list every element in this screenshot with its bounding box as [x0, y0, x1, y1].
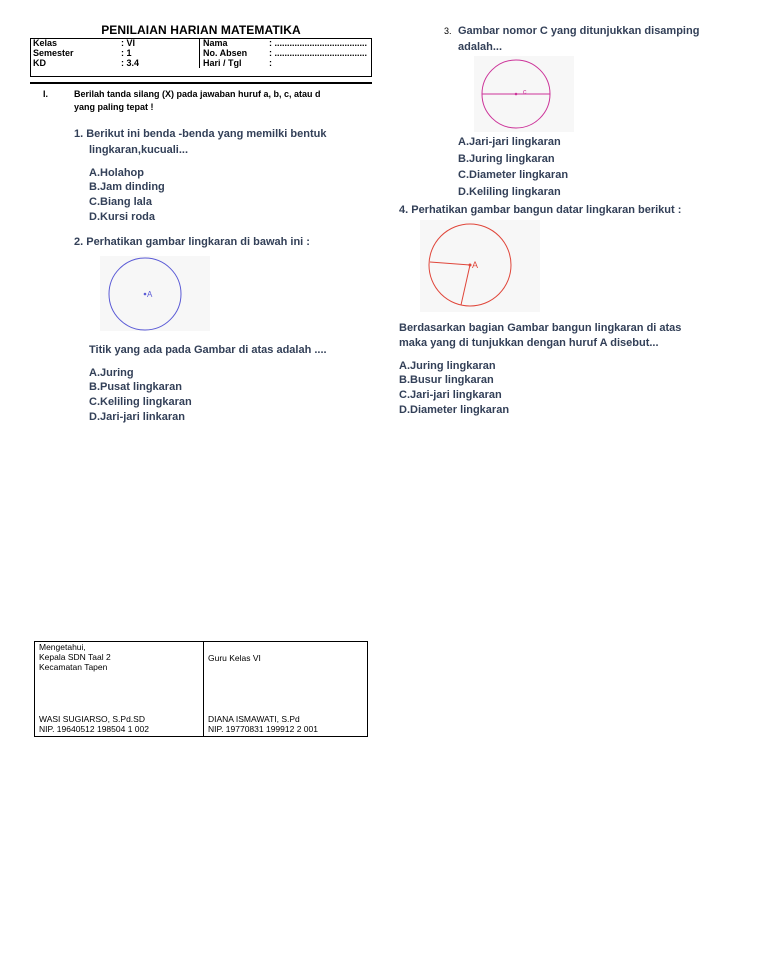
figure-background	[420, 220, 540, 312]
sig-principal-title: Kepala SDN Taal 2	[39, 652, 111, 662]
q4-option-a[interactable]: A.Juring lingkaran	[399, 360, 496, 372]
signature-teacher	[204, 642, 367, 736]
q1-option-b[interactable]: B.Jam dinding	[89, 181, 165, 193]
question-3-line-2: adalah...	[458, 41, 503, 53]
q1-option-d[interactable]: D.Kursi roda	[89, 211, 156, 223]
q4-option-c[interactable]: C.Jari-jari lingkaran	[399, 389, 502, 401]
info-value: :	[269, 58, 272, 68]
sig-principal-nip: NIP. 19640512 198504 1 002	[39, 724, 149, 734]
q4-circle-figure	[420, 220, 540, 312]
diameter-label: c	[523, 89, 527, 96]
q3-option-d[interactable]: D.Keliling lingkaran	[458, 186, 561, 198]
info-row	[30, 58, 372, 68]
info-label: Nama	[203, 38, 228, 48]
center-label: A	[472, 260, 479, 270]
sig-teacher-name: DIANA ISMAWATI, S.Pd	[208, 714, 300, 724]
sig-acknowledged: Mengetahui,	[39, 642, 86, 652]
q2-option-c[interactable]: C.Keliling lingkaran	[89, 396, 192, 408]
info-row	[30, 48, 372, 58]
question-1-line-2: lingkaran,kucuali...	[89, 144, 189, 156]
info-label: KD	[33, 58, 46, 68]
question-2-prompt: Titik yang ada pada Gambar di atas adalah ....	[89, 344, 327, 356]
sig-principal-name: WASI SUGIARSO, S.Pd.SD	[39, 714, 145, 724]
sig-district: Kecamatan Tapen	[39, 662, 108, 672]
center-point	[515, 93, 518, 96]
info-label: Kelas	[33, 38, 58, 48]
q2-circle-figure	[100, 256, 210, 331]
signature-table	[34, 641, 368, 737]
q3-option-b[interactable]: B.Juring lingkaran	[458, 153, 555, 165]
question-1-line-1: 1. Berikut ini benda -benda yang memilki bentuk	[74, 128, 327, 140]
q1-option-c[interactable]: C.Biang lala	[89, 196, 152, 208]
instruction-line-2: yang paling tepat !	[74, 102, 154, 112]
page-title: PENILAIAN HARIAN MATEMATIKA	[101, 23, 301, 37]
info-value: : .....................................	[269, 48, 368, 58]
q1-option-a[interactable]: A.Holahop	[89, 167, 144, 179]
q3-circle-figure	[474, 56, 574, 132]
question-3-line-1: Gambar nomor C yang ditunjukkan disamping	[458, 25, 700, 37]
center-point	[144, 293, 147, 296]
question-4-line-1: 4. Perhatikan gambar bangun datar lingkaran berikut :	[399, 204, 682, 216]
instruction-line-1: Berilah tanda silang (X) pada jawaban huruf a, b, c, atau d	[74, 89, 321, 99]
info-label: Semester	[33, 48, 74, 58]
q2-option-b[interactable]: B.Pusat lingkaran	[89, 381, 182, 393]
student-info-table	[30, 38, 372, 68]
figure-background	[100, 256, 210, 331]
question-3-number: 3.	[444, 26, 452, 36]
signature-principal	[35, 642, 204, 736]
question-4-prompt-line-2: maka yang di tunjukkan dengan huruf A disebut...	[399, 337, 659, 349]
question-4-prompt-line-1: Berdasarkan bagian Gambar bangun lingkaran di atas	[399, 322, 682, 334]
q4-option-d[interactable]: D.Diameter lingkaran	[399, 404, 510, 416]
center-label: A	[147, 290, 153, 299]
q3-option-a[interactable]: A.Jari-jari lingkaran	[458, 136, 561, 148]
header-divider	[30, 82, 372, 84]
q2-option-a[interactable]: A.Juring	[89, 367, 134, 379]
info-label: Hari / Tgl	[203, 58, 242, 68]
sig-teacher-title: Guru Kelas VI	[208, 653, 261, 663]
info-value: : .....................................	[269, 38, 368, 48]
question-2-line-1: 2. Perhatikan gambar lingkaran di bawah ini :	[74, 236, 310, 248]
info-value: : 1	[118, 48, 200, 58]
info-value: : 3.4	[118, 58, 200, 68]
q4-option-b[interactable]: B.Busur lingkaran	[399, 374, 494, 386]
q2-option-d[interactable]: D.Jari-jari linkaran	[89, 411, 185, 423]
section-number: I.	[43, 89, 49, 99]
sig-teacher-nip: NIP. 19770831 199912 2 001	[208, 724, 318, 734]
info-row	[30, 38, 372, 48]
info-label: No. Absen	[203, 48, 248, 58]
q3-option-c[interactable]: C.Diameter lingkaran	[458, 169, 569, 181]
info-value: : VI	[118, 38, 200, 48]
